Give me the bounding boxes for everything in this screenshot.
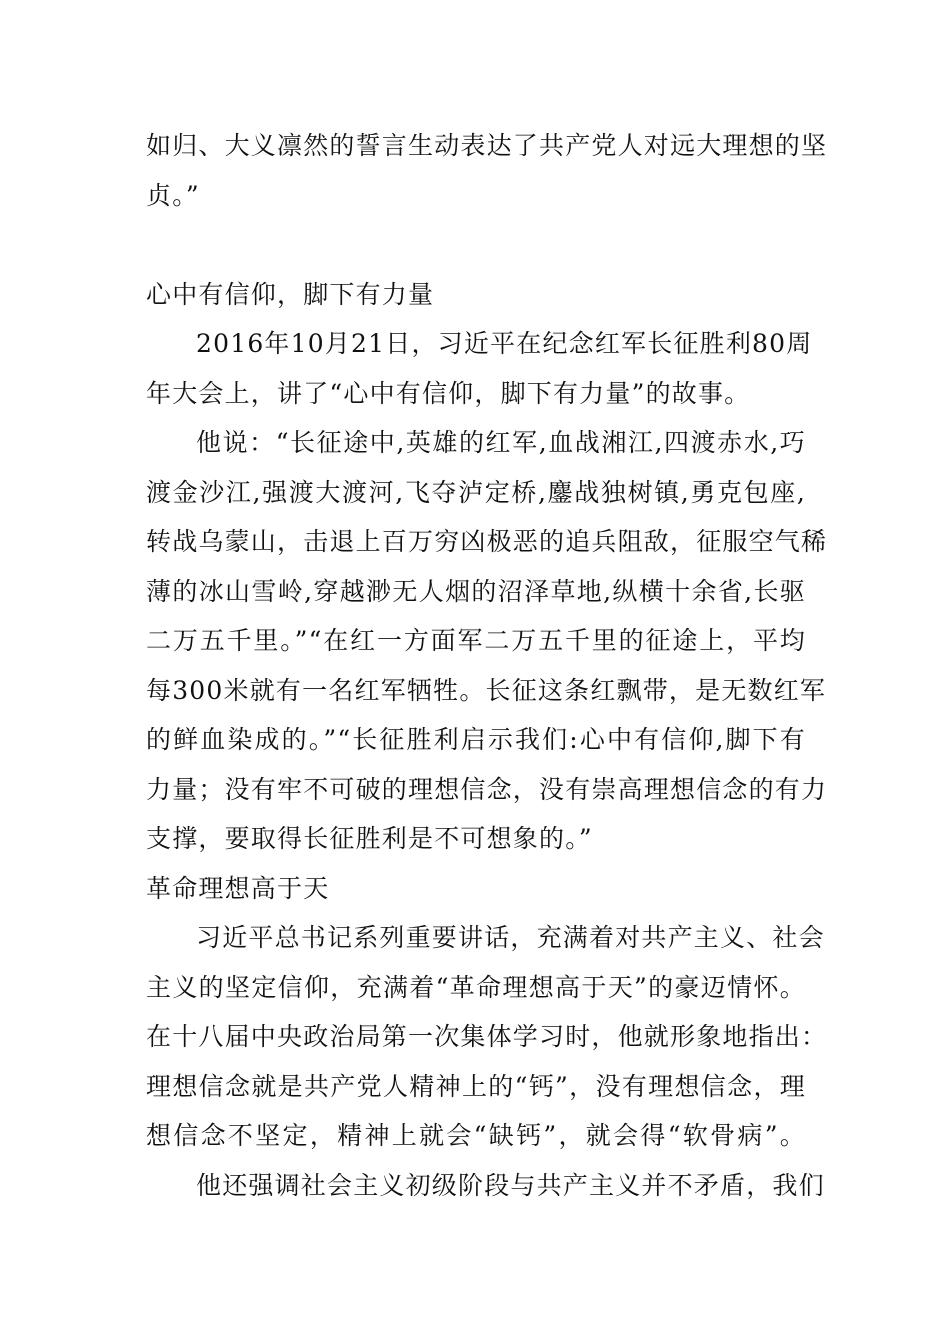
paragraph-line: 他还强调社会主义初级阶段与共产主义并不矛盾，我们 — [196, 1170, 825, 1200]
paragraph-line: 主义的坚定信仰，充满着“革命理想高于天”的豪迈情怀。 — [146, 972, 806, 1002]
paragraph-line: 转战乌蒙山，击退上百万穷凶极恶的追兵阻敌，征服空气稀 — [146, 527, 828, 556]
document-page — [146, 121, 828, 1210]
paragraph-line: 力量；没有牢不可破的理想信念，没有崇高理想信念的有力 — [146, 774, 828, 804]
paragraph-line: 二万五千里。”“在红一方面军二万五千里的征途上，平均 — [146, 626, 806, 655]
paragraph-line: 的鲜血染成的。”“长征胜利启示我们:心中有信仰,脚下有 — [146, 725, 806, 754]
paragraph-line: 渡金沙江,强渡大渡河,飞夺泸定桥,鏖战独树镇,勇克包座, — [146, 477, 806, 507]
paragraph-line: 支撑，要取得长征胜利是不可想象的。” — [146, 824, 593, 853]
paragraph-line: 每300米就有一名红军牺牲。长征这条红飘带，是无数红军 — [146, 675, 827, 705]
paragraph-line: 习近平总书记系列重要讲话，充满着对共产主义、社会 — [196, 923, 825, 952]
paragraph-line: 他说：“长征途中,英雄的红军,血战湘江,四渡赤水,巧 — [196, 428, 806, 457]
paragraph-line: 在十八届中央政治局第一次集体学习时，他就形象地指出： — [146, 1022, 828, 1051]
paragraph-line: 如归、大义凛然的誓言生动表达了共产党人对远大理想的坚 — [146, 131, 828, 160]
section-heading: 心中有信仰，脚下有力量 — [146, 279, 435, 309]
paragraph-line: 贞。” — [146, 180, 200, 210]
paragraph-line: 理想信念就是共产党人精神上的“钙”，没有理想信念，理 — [146, 1071, 806, 1101]
paragraph-line: 2016年10月21日，习近平在纪念红军长征胜利80周 — [196, 329, 813, 358]
paragraph-line: 年大会上，讲了“心中有信仰，脚下有力量”的故事。 — [146, 378, 751, 408]
section-heading: 革命理想高于天 — [146, 873, 330, 903]
blank-line — [146, 220, 806, 270]
paragraph-line: 薄的冰山雪岭,穿越渺无人烟的沼泽草地,纵横十余省,长驱 — [146, 576, 806, 606]
paragraph-line: 想信念不坚定，精神上就会“缺钙”，就会得“软骨病”。 — [146, 1121, 806, 1150]
